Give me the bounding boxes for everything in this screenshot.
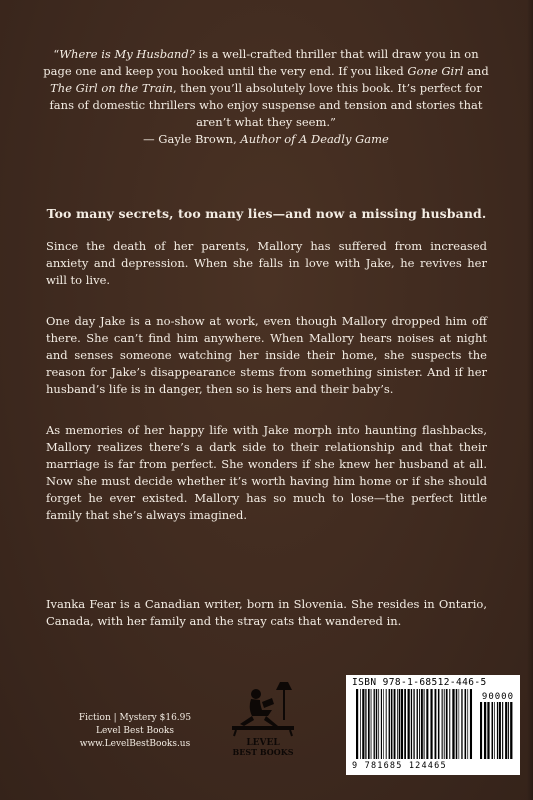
- publisher-website: www.LevelBestBooks.us: [79, 739, 191, 749]
- barcode-bar: [404, 689, 406, 759]
- blurb-attribution: [40, 131, 492, 148]
- barcode-bar: [465, 689, 467, 759]
- barcode-bar: [371, 689, 372, 759]
- barcode-bar: [399, 689, 400, 759]
- barcode-bar: [446, 689, 448, 759]
- barcode-bar: [449, 689, 450, 759]
- barcode-bar: [492, 702, 494, 759]
- barcode-bar: [494, 702, 495, 759]
- barcode-bar: [391, 689, 393, 759]
- author-bio: Ivanka Fear is a Canadian writer, born in Slovenia. She resides in Ontario, Canada, with her family and the stray cats that wandered in.: [46, 597, 487, 628]
- barcode-bar: [389, 689, 390, 759]
- barcode-digits: 9 781685 124465: [352, 761, 447, 771]
- barcode-bar: [421, 689, 423, 759]
- barcode-bar: [362, 689, 364, 759]
- barcode-bar: [426, 689, 428, 759]
- blurb-text-3: , then you’ll absolutely love this book. It’s perfect for fans of domestic thrillers who enjoy suspense and tension and stories that aren’t what they seem.”: [49, 81, 483, 129]
- barcode-bar: [470, 689, 472, 759]
- book-reference-girl-on-train: The Girl on the Train: [50, 81, 173, 95]
- barcode-bar: [461, 689, 462, 759]
- barcode-bar: [419, 689, 420, 759]
- barcode-bar: [360, 689, 361, 759]
- barcode-bar: [502, 702, 503, 759]
- barcode-bar: [430, 689, 432, 759]
- barcode-bar: [435, 689, 437, 759]
- barcode-bar: [397, 689, 398, 759]
- review-blurb: [40, 46, 492, 148]
- book-title-reference: Where is My Husband?: [59, 47, 195, 61]
- publisher-logo: [218, 680, 308, 758]
- logo-text-level: LEVEL: [246, 738, 280, 748]
- book-reference-gone-girl: Gone Girl: [407, 64, 464, 78]
- barcode-bar: [497, 702, 498, 759]
- barcode-bar: [411, 689, 412, 759]
- barcode-bar: [424, 689, 425, 759]
- barcode-bar: [505, 702, 507, 759]
- barcode-bar: [442, 689, 443, 759]
- barcode-bar: [452, 689, 454, 759]
- barcode-bar: [378, 689, 379, 759]
- barcode-bar: [381, 689, 382, 759]
- barcode-bar: [459, 689, 460, 759]
- barcode-addon-bars: [480, 702, 514, 759]
- barcode-bar: [508, 702, 509, 759]
- barcode-bar: [394, 689, 396, 759]
- barcode-bar: [417, 689, 418, 759]
- barcode-bar: [444, 689, 445, 759]
- blurb-text-1: is a well-crafted thriller that will draw you in on page one and keep you hooked until the very end. If you liked: [43, 47, 479, 78]
- barcode-bar: [484, 702, 486, 759]
- barcode-bar: [408, 689, 410, 759]
- barcode-bar: [383, 689, 384, 759]
- synopsis-paragraph-3: As memories of her happy life with Jake morph into haunting flashbacks, Mallory realizes there’s a dark side to their relationship and that their marriage is far from perfect. She wonders if she knew her husband at all. Now she must decide whether it’s worth having him home or if she should forget he ever existed. Mallory has so much to lose—the perfect little family that she’s always imagined.: [46, 423, 487, 522]
- attribution-credit: Author of A Deadly Game: [240, 132, 389, 146]
- barcode-bar: [487, 702, 489, 759]
- barcode-bar: [480, 702, 482, 759]
- barcode-bar: [376, 689, 377, 759]
- barcode-bar: [401, 689, 403, 759]
- barcode-bar: [356, 689, 358, 759]
- tagline: Too many secrets, too many lies—and now a missing husband.: [46, 206, 487, 221]
- barcode-bar: [374, 689, 375, 759]
- reading-woman-icon: [218, 680, 308, 758]
- barcode-bar: [456, 689, 458, 759]
- isbn-barcode: [346, 675, 520, 775]
- barcode-bar: [413, 689, 414, 759]
- synopsis-paragraph-1: Since the death of her parents, Mallory has suffered from increased anxiety and depression. When she falls in love with Jake, he revives her will to live.: [46, 239, 487, 287]
- price-code: 90000: [481, 692, 514, 702]
- isbn-number: ISBN 978-1-68512-446-5: [352, 677, 487, 688]
- logo-text-best-books: BEST BOOKS: [232, 747, 294, 757]
- barcode-bar: [467, 689, 468, 759]
- category-price: Fiction | Mystery $16.95: [78, 713, 192, 723]
- barcode-bar: [499, 702, 501, 759]
- barcode-bar: [438, 689, 440, 759]
- blurb-text-2: and: [463, 64, 489, 78]
- barcode-bars: [356, 689, 474, 759]
- barcode-bar: [386, 689, 387, 759]
- barcode-bar: [365, 689, 366, 759]
- quote-open: “: [53, 47, 60, 61]
- publisher-name: Level Best Books: [95, 726, 174, 736]
- barcode-bar: [368, 689, 370, 759]
- synopsis-paragraph-2: One day Jake is a no-show at work, even though Mallory dropped him off there. She can’t find him anywhere. When Mallory hears noises at night and senses someone watching her inside their home, she suspects the reason for Jake’s disappearance stems from something sinister. And if her husband’s life is in danger, then so is hers and their baby’s.: [46, 314, 487, 396]
- barcode-bar: [510, 702, 512, 759]
- attribution-name: — Gayle Brown,: [143, 132, 241, 146]
- edge-shadow: [527, 0, 533, 800]
- publisher-info: [60, 712, 210, 751]
